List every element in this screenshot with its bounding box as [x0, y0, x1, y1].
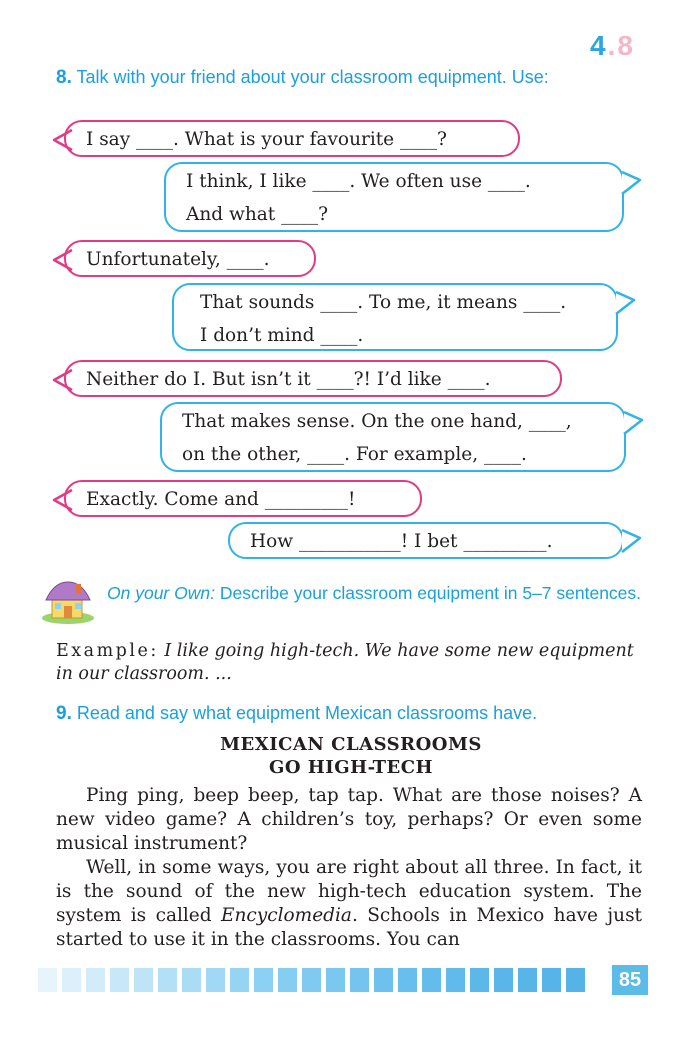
task-9-heading — [56, 702, 656, 725]
bubble-3-line-1: Unfortunately, ____. — [86, 249, 270, 270]
bubble-6-tail — [616, 408, 646, 438]
bubble-2-line-2: And what ____? — [186, 204, 329, 225]
speech-bubble-3 — [64, 240, 316, 277]
bubble-4-tail — [608, 288, 638, 318]
task-8-heading — [56, 66, 646, 89]
speech-bubble-6 — [160, 402, 626, 472]
unit-label — [590, 30, 635, 62]
speech-bubble-5 — [64, 360, 562, 397]
bubble-5-line-1: Neither do I. But isn’t it ____?! I’d like ____. — [86, 369, 491, 390]
bubble-7-line-1: Exactly. Come and _________! — [86, 489, 356, 510]
footer-decoration — [38, 968, 608, 992]
article-paragraph-2-start: Well, in some ways, you are right about all three. In fact, it is the sound of the new high-tech education system. The system is called — [56, 857, 642, 926]
task-9-number: 9. — [56, 703, 72, 724]
article-title-line-2: GO HIGH-TECH — [268, 757, 434, 778]
bubble-4-line-2: I don’t mind ____. — [200, 325, 364, 346]
article-title-line-1: MEXICAN CLASSROOMS — [220, 734, 482, 755]
speech-bubble-1 — [64, 120, 520, 157]
speech-bubble-7 — [64, 480, 422, 517]
on-your-own-text: Describe your classroom equipment in 5–7 sentences. — [219, 583, 642, 603]
encyclomedia-term: Encyclomedia — [221, 905, 352, 926]
bubble-8-tail — [614, 526, 644, 556]
example-text: I like going high-tech. We have some new equipment in our classroom. ... — [56, 641, 634, 684]
bubble-1-line-1: I say ____. What is your favourite ____? — [86, 129, 447, 150]
bubble-6-line-2: on the other, ____. For example, ____. — [182, 444, 527, 465]
house-icon — [38, 578, 98, 626]
speech-bubble-2 — [164, 162, 624, 232]
unit-dot-lesson: .8 — [607, 30, 635, 61]
task-8-text: Talk with your friend about your classroom equipment. Use: — [76, 67, 549, 87]
bubble-2-tail — [614, 168, 644, 198]
bubble-6-line-1: That makes sense. On the one hand, ____, — [182, 411, 572, 432]
article-body — [56, 784, 642, 952]
on-your-own-label: On your Own: — [107, 583, 215, 603]
bubble-8-line-1: How ___________! I bet _________. — [250, 531, 553, 552]
task-8-number: 8. — [56, 67, 72, 88]
speech-bubble-8 — [228, 522, 624, 559]
example-block — [56, 640, 646, 686]
on-your-own-task — [107, 582, 657, 604]
bubble-4-line-1: That sounds ____. To me, it means ____. — [200, 292, 567, 313]
article-paragraph-2-end: . Schools in Mexico have just started to use it in the classrooms. You can — [56, 905, 642, 950]
page-number: 85 — [612, 965, 648, 995]
speech-bubble-4 — [172, 283, 618, 351]
unit-number: 4 — [590, 30, 608, 61]
bubble-2-line-1: I think, I like ____. We often use ____. — [186, 171, 531, 192]
task-9-text: Read and say what equipment Mexican classrooms have. — [76, 703, 538, 723]
example-label: Example: — [56, 641, 159, 661]
article-paragraph-2 — [56, 856, 642, 952]
article-paragraph-1: Ping ping, beep beep, tap tap. What are those noises? A new video game? A children’s toy, perhaps? Or even some musical instrument? — [56, 785, 642, 854]
